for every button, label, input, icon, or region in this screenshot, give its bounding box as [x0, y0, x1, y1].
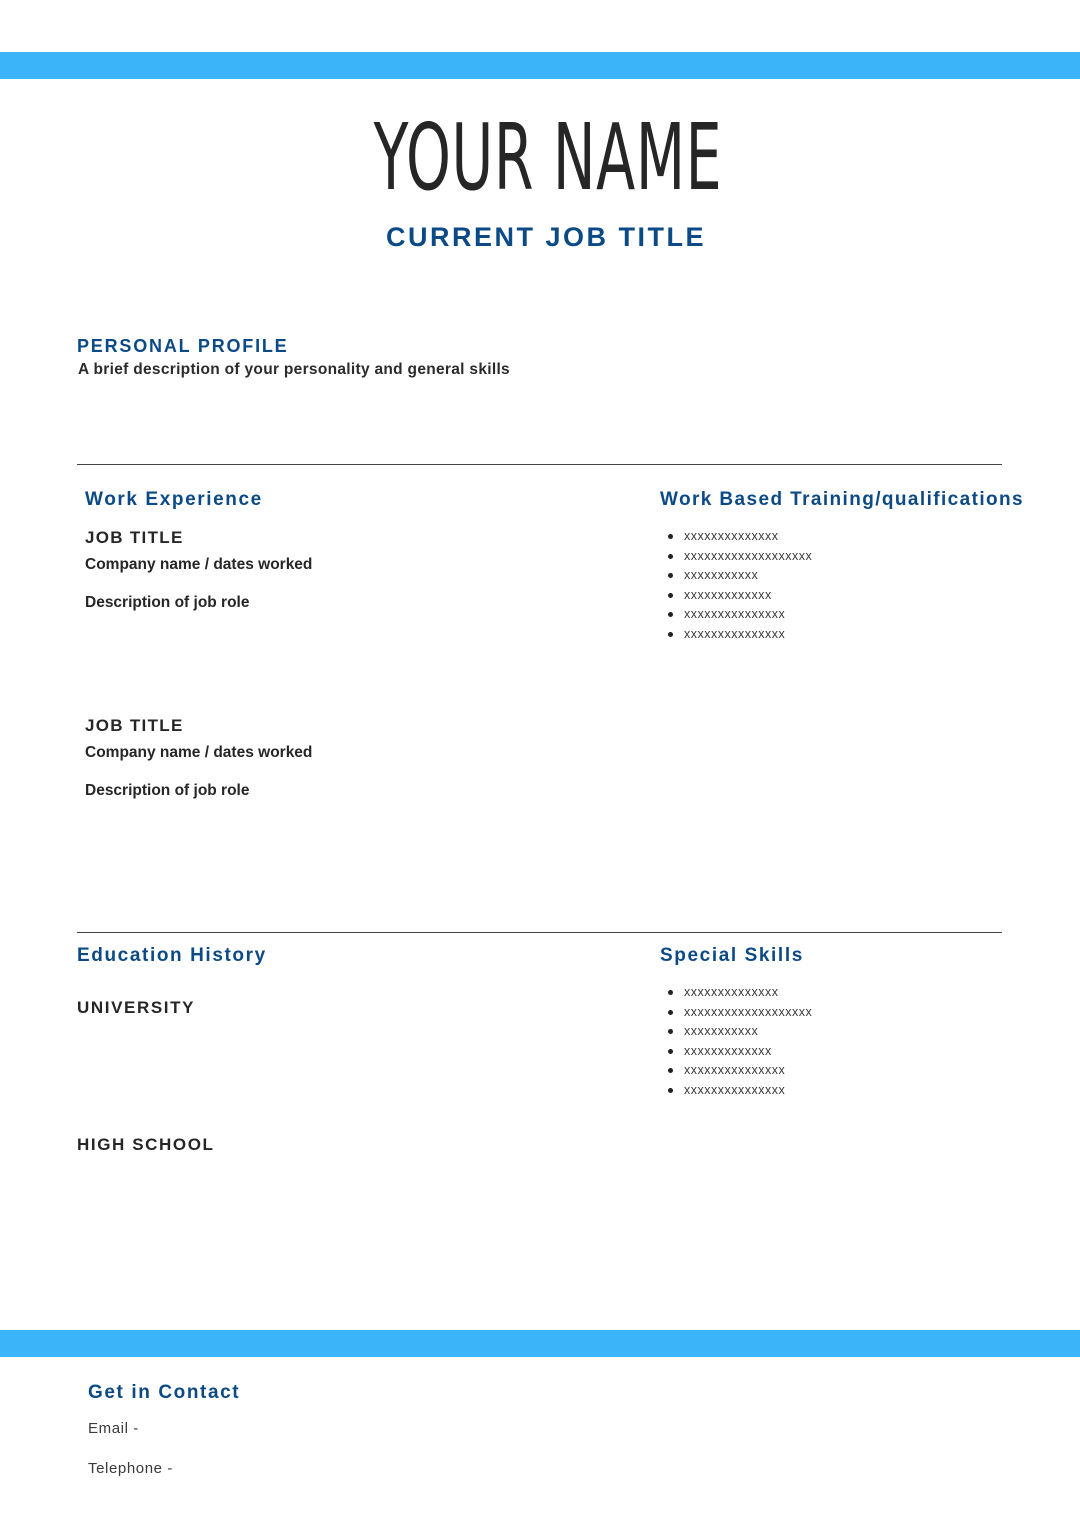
current-job-title: CURRENT JOB TITLE — [385, 222, 706, 252]
education-high-school: HIGH SCHOOL — [77, 1135, 215, 1154]
list-item: xxxxxxxxxxxxxxx — [668, 1081, 812, 1101]
job-description: Description of job role — [85, 594, 250, 611]
company-dates: Company name / dates worked — [85, 556, 313, 573]
special-skills-heading: Special Skills — [660, 945, 804, 966]
list-item: xxxxxxxxxxx — [668, 1022, 812, 1042]
list-item: xxxxxxxxxxxxxxx — [668, 625, 812, 645]
list-item: xxxxxxxxxxxxxxx — [668, 1061, 812, 1081]
bottom-accent-band — [0, 1330, 1080, 1357]
top-accent-band — [0, 52, 1080, 79]
personal-profile-text: A brief description of your personality and general skills — [78, 361, 510, 378]
list-item: xxxxxxxxxxxxx — [668, 1042, 812, 1062]
job-title: JOB TITLE — [85, 716, 184, 735]
email-label: Email - — [88, 1420, 139, 1437]
section-divider — [77, 464, 1002, 465]
contact-heading: Get in Contact — [88, 1382, 241, 1403]
list-item: xxxxxxxxxxxxxxx — [668, 605, 812, 625]
company-dates: Company name / dates worked — [85, 744, 313, 761]
list-item: xxxxxxxxxxxxxx — [668, 527, 812, 547]
training-heading: Work Based Training/qualifications — [660, 489, 1024, 510]
list-item: xxxxxxxxxxxxxx — [668, 983, 812, 1003]
telephone-label: Telephone - — [88, 1460, 173, 1477]
training-list — [668, 527, 812, 644]
work-experience-heading: Work Experience — [85, 489, 263, 510]
list-item: xxxxxxxxxxxxxxxxxxx — [668, 1003, 812, 1023]
education-heading: Education History — [77, 945, 267, 966]
candidate-name: YOUR NAME — [373, 104, 723, 211]
skills-list — [668, 983, 812, 1100]
list-item: xxxxxxxxxxxxxxxxxxx — [668, 547, 812, 567]
personal-profile-heading: PERSONAL PROFILE — [77, 336, 289, 356]
list-item: xxxxxxxxxxxxx — [668, 586, 812, 606]
job-entry — [85, 528, 605, 612]
list-item: xxxxxxxxxxx — [668, 566, 812, 586]
job-entry — [85, 716, 605, 800]
section-divider — [77, 932, 1002, 933]
education-university: UNIVERSITY — [77, 998, 196, 1017]
job-description: Description of job role — [85, 782, 250, 799]
job-title: JOB TITLE — [85, 528, 184, 547]
